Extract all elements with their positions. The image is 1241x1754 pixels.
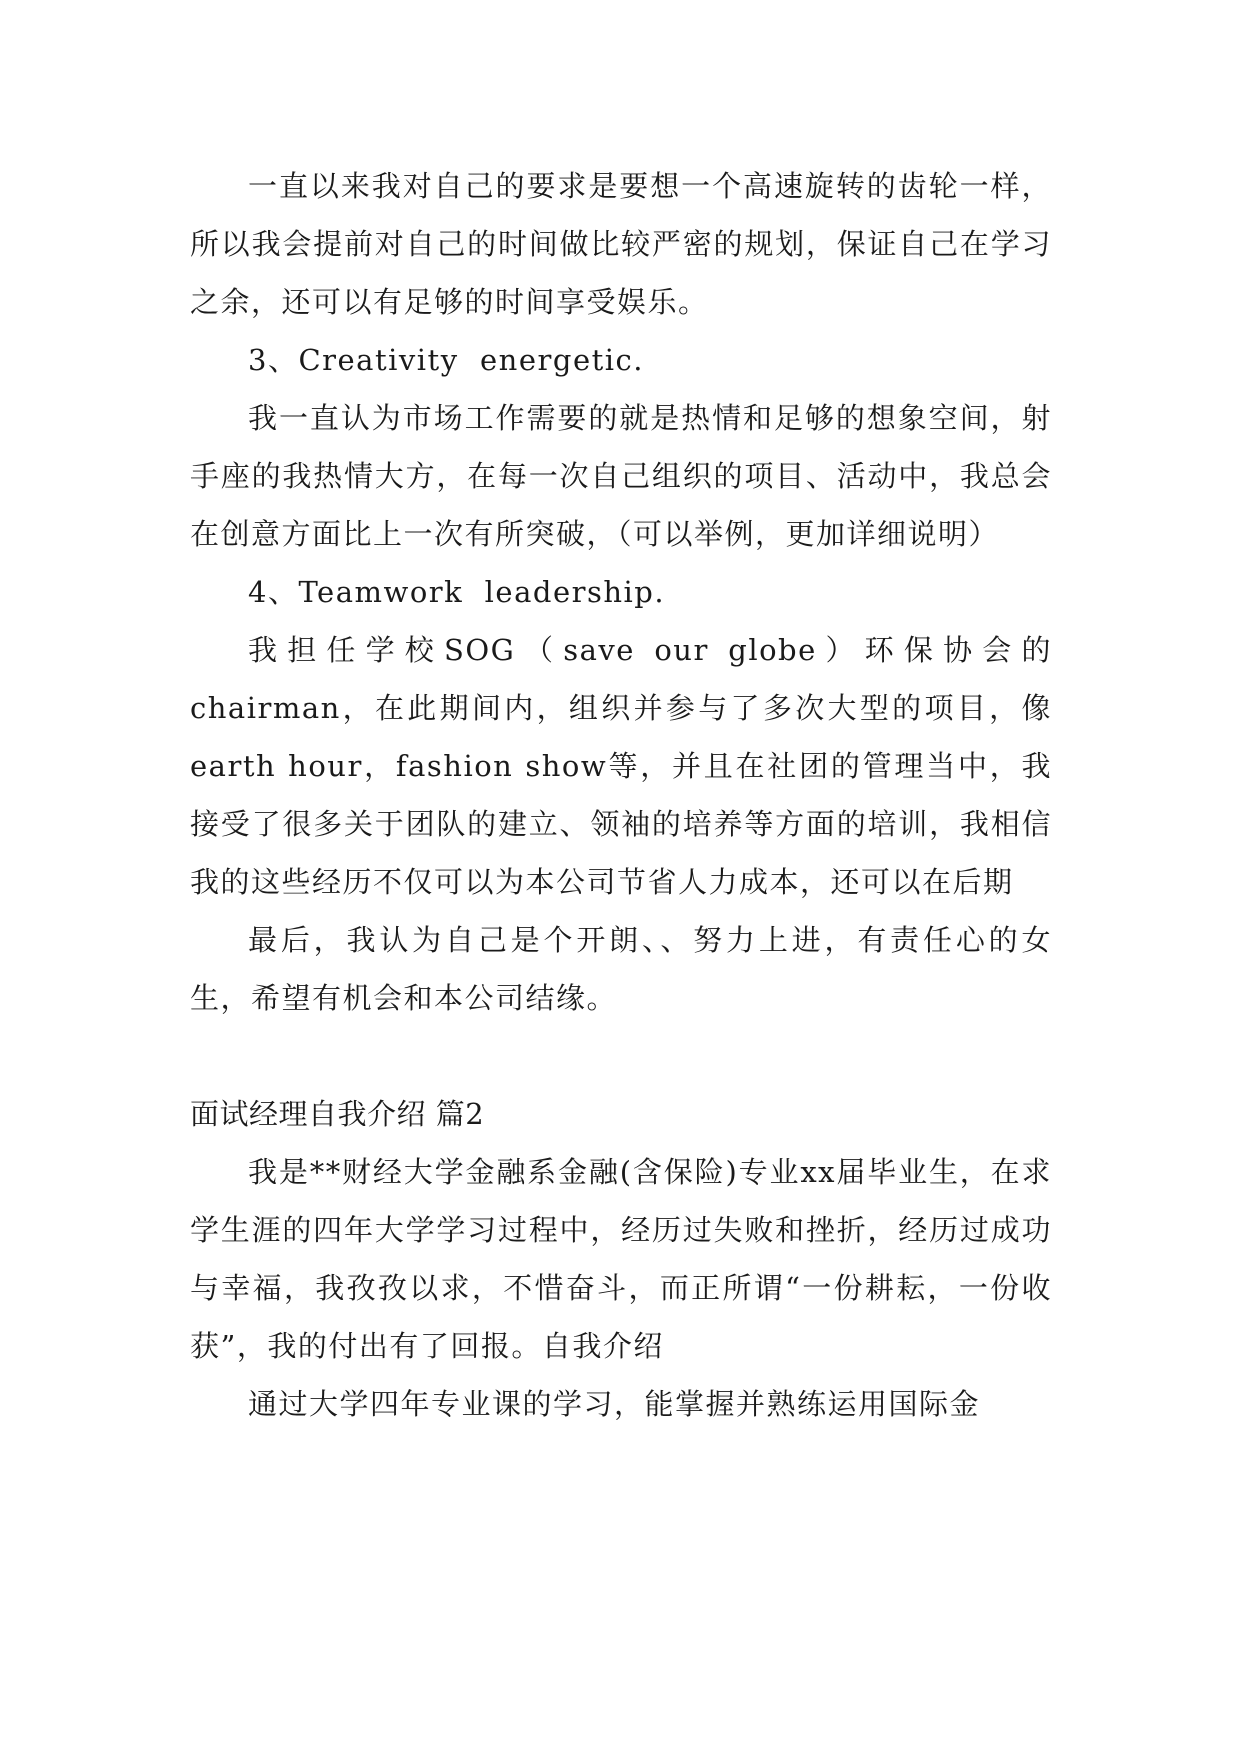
section-2-study: 通过大学四年专业课的学习，能掌握并熟练运用国际金 (248, 1387, 981, 1421)
paragraph-time-management: 一直以来我对自己的要求是要想一个高速旋转的齿轮一样，所以我会提前对自己的时间做比较严密的规划，保证自己在学习之余，还可以有足够的时间享受娱乐。 (190, 169, 1052, 319)
item-4-body: 我担任学校SOG（save our globe）环保协会的chairman，在此期间内，组织并参与了多次大型的项目，像earth hour，fashion show等，并且在社团的管理当中，我接受了很多关于团队的建立、领袖的培养等方面的培训，我相信我的这些经历不仅可以为本公司节省人力成本，还可以在后期 (190, 633, 1052, 899)
section-2-intro: 我是**财经大学金融系金融(含保险)专业xx届毕业生，在求学生涯的四年大学学习过程中，经历过失败和挫折，经历过成功与幸福，我孜孜以求，不惜奋斗，而正所谓“一份耕耘，一份收获”，我的付出有了回报。自我介绍 (190, 1155, 1052, 1363)
item-4-title: 4、Teamwork leadership. (248, 575, 666, 609)
document-body (190, 157, 1052, 1433)
section-gap (190, 1027, 1052, 1085)
section-2-heading: 面试经理自我介绍 篇2 (190, 1097, 485, 1131)
item-3-body: 我一直认为市场工作需要的就是热情和足够的想象空间，射手座的我热情大方，在每一次自己组织的项目、活动中，我总会在创意方面比上一次有所突破，（可以举例，更加详细说明） (190, 401, 1052, 551)
closing-paragraph: 最后，我认为自己是个开朗、、努力上进，有责任心的女生，希望有机会和本公司结缘。 (190, 923, 1052, 1015)
item-3-title: 3、Creativity energetic. (248, 343, 644, 377)
